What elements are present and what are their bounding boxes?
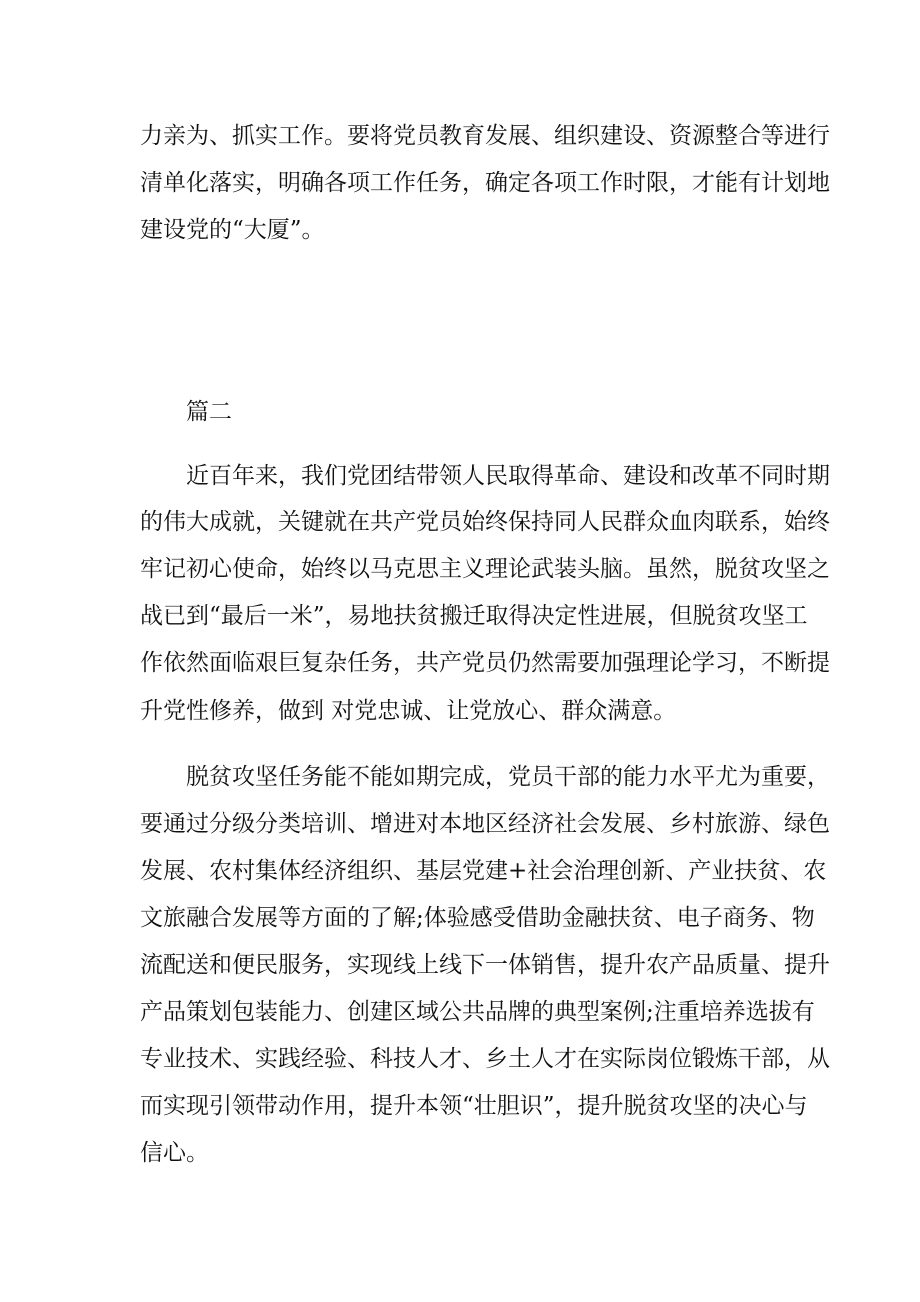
paragraph-line: 专业技术、实践经验、科技人才、乡土人才在实际岗位锻炼干部，从 (140, 1046, 830, 1072)
paragraph-line: 文旅融合发展等方面的了解;体验感受借助金融扶贫、电子商务、物 (140, 905, 815, 931)
paragraph-line: 发展、农村集体经济组织、基层党建+社会治理创新、产业扶贫、农 (140, 858, 827, 884)
paragraph-line: 力亲为、抓实工作。要将党员教育发展、组织建设、资源整合等进行 (140, 123, 830, 149)
paragraph-line: 的伟大成就，关键就在共产党员始终保持同人民群众血肉联系，始终 (140, 509, 830, 535)
paragraph-line: 脱贫攻坚任务能不能如期完成，党员干部的能力水平尤为重要， (186, 764, 830, 790)
paragraph-line: 要通过分级分类培训、增进对本地区经济社会发展、乡村旅游、绿色 (140, 811, 830, 837)
paragraph-line: 信心。 (140, 1140, 209, 1166)
paragraph-line: 清单化落实，明确各项工作任务，确定各项工作时限，才能有计划地 (140, 170, 830, 196)
paragraph-line: 战已到“最后一米”，易地扶贫搬迁取得决定性进展，但脱贫攻坚工 (140, 603, 808, 629)
section-heading: 篇二 (186, 399, 232, 425)
paragraph-line: 作依然面临艰巨复杂任务，共产党员仍然需要加强理论学习，不断提 (140, 650, 830, 676)
paragraph-line: 建设党的“大厦”。 (140, 217, 325, 243)
paragraph-line: 产品策划包装能力、创建区域公共品牌的典型案例;注重培养选拔有 (140, 999, 815, 1025)
paragraph-line: 流配送和便民服务，实现线上线下一体销售，提升农产品质量、提升 (140, 952, 830, 978)
paragraph-line: 牢记初心使命，始终以马克思主义理论武装头脑。虽然，脱贫攻坚之 (140, 556, 830, 582)
paragraph-line: 升党性修养，做到 对党忠诚、让党放心、群众满意。 (140, 698, 677, 724)
paragraph-line: 近百年来，我们党团结带领人民取得革命、建设和改革不同时期 (186, 463, 830, 489)
paragraph-line: 而实现引领带动作用，提升本领“壮胆识”，提升脱贫攻坚的决心与 (140, 1093, 808, 1119)
